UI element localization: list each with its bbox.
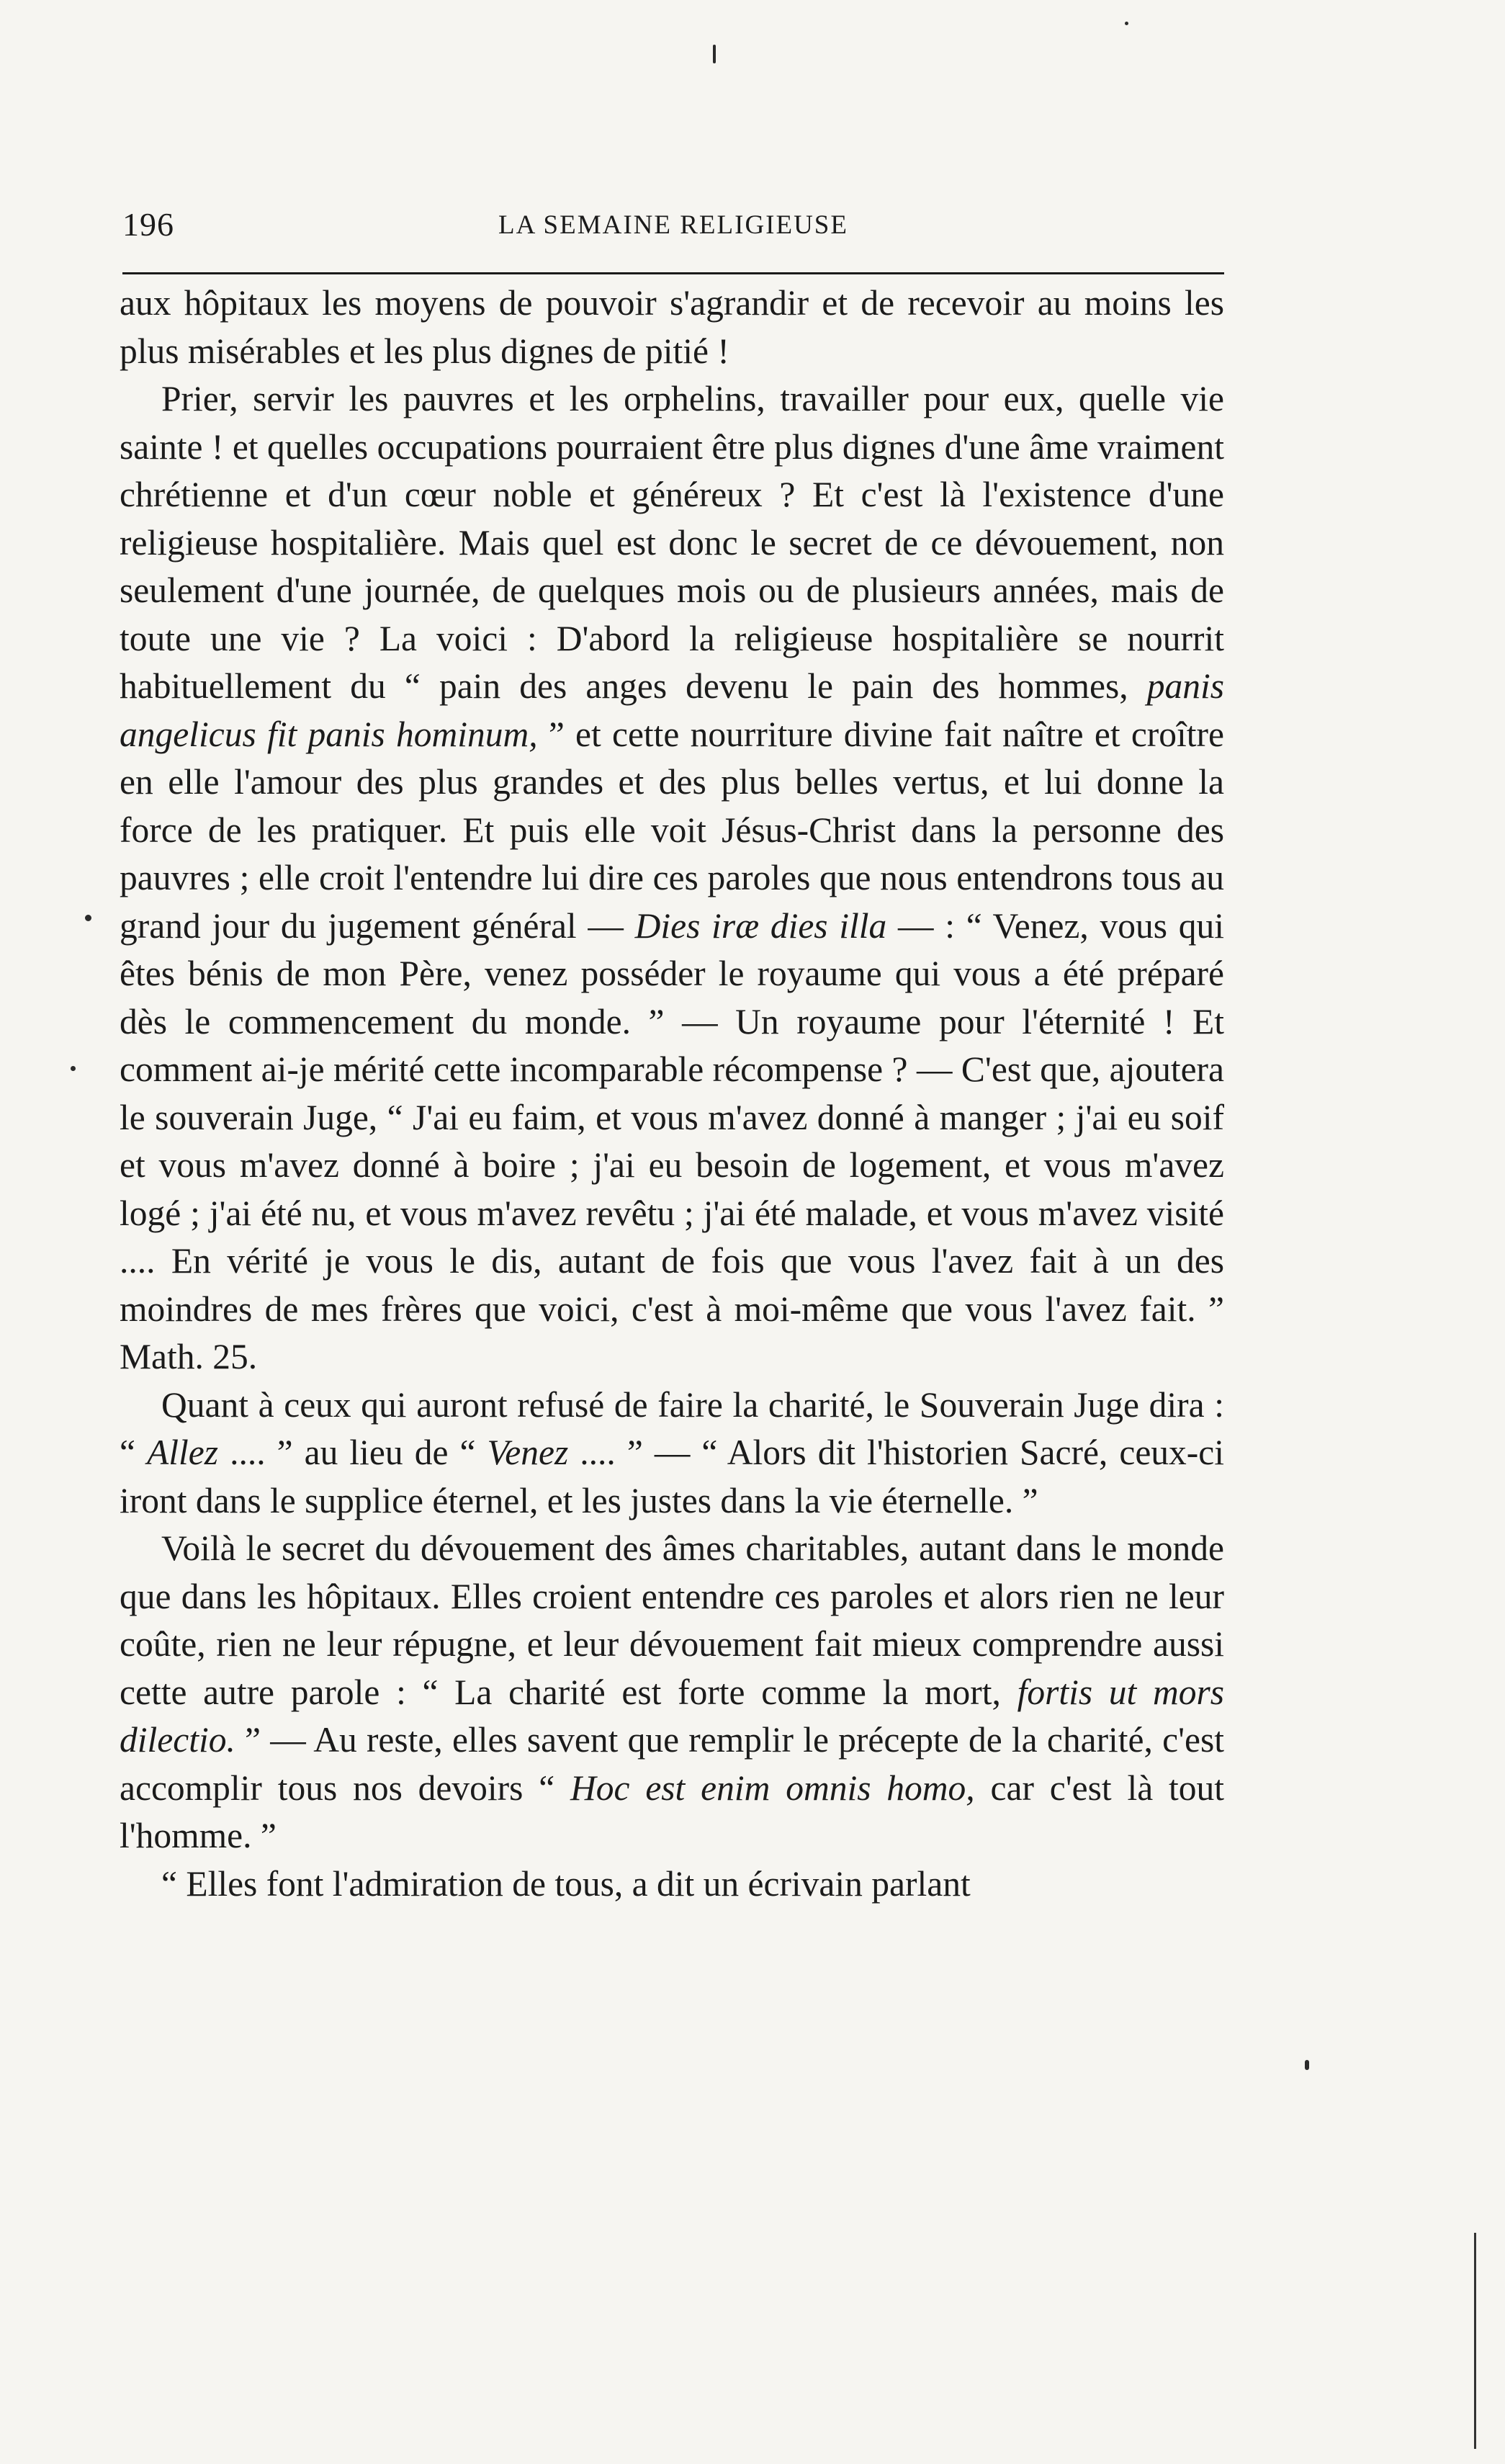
scan-speck (713, 45, 716, 63)
text-run: ” et cette nourriture divine fait naître et croître en elle l'amour des plus grandes et des plus belles vertus, et lui donne la force de les pratiquer. Et puis elle voit Jésus-Christ dans la personne des pauvres ; elle croit l'entendre lui dire ces paroles que nous entendrons tous au grand jour du jugement général — (120, 714, 1225, 946)
latin-quote: Hoc est enim omnis homo, (570, 1768, 975, 1808)
paragraph (120, 375, 1224, 1381)
latin-quote: Dies iræ dies illa (634, 905, 887, 946)
scan-speck (85, 915, 91, 921)
text-run: aux hôpitaux les moyens de pouvoir s'agrandir et de recevoir au moins les plus misérables et les plus dignes de pitié ! (120, 283, 1224, 371)
text-run: car c'est là tout l'homme. ” (120, 1768, 1225, 1855)
paragraph (120, 1860, 1224, 1909)
running-title: LA SEMAINE RELIGIEUSE (498, 210, 848, 240)
latin-quote: Allez (147, 1433, 219, 1472)
text-run: .... ” au lieu de “ (218, 1433, 488, 1472)
text-run: ” — Au reste, elles savent que remplir le précepte de la charité, c'est accomplir tous nos devoirs “ (120, 1720, 1224, 1808)
paragraph (120, 1525, 1224, 1860)
page-number: 196 (122, 206, 174, 243)
header-rule (122, 272, 1224, 274)
text-run: .... ” — “ Alors dit l'historien Sacré, ceux-ci iront dans le supplice éternel, et les justes dans la vie éternelle. ” (120, 1433, 1224, 1520)
latin-quote: Venez (487, 1433, 569, 1472)
text-run: Voilà le secret du dévouement des âmes charitables, autant dans le monde que dans les hôpitaux. Elles croient entendre ces paroles et alors rien ne leur coûte, rien ne leur répugne, et leur dévouement fait mieux comprendre aussi cette autre parole : “ La charité est forte comme la mort, (120, 1528, 1224, 1712)
article-body (120, 279, 1224, 1908)
text-run: “ Elles font l'admiration de tous, a dit un écrivain parlant (161, 1863, 971, 1904)
paragraph (120, 279, 1224, 375)
latin-quote: fortis ut mors dilectio. (120, 1672, 1224, 1760)
paragraph (120, 1381, 1224, 1526)
text-run: Quant à ceux qui auront refusé de faire la charité, le Souverain Juge dira : “ (120, 1384, 1224, 1472)
scan-speck (1125, 22, 1128, 25)
page-header (122, 203, 1224, 261)
text-run: Prier, servir les pauvres et les orphelins, travailler pour eux, quelle vie sainte ! et quelles occupations pourraient être plus dignes d'une âme vraiment chrétienne et d'un cœur noble et généreux ? Et c'est là l'existence d'une religieuse hospitalière. Mais quel est donc le secret de ce dévouement, non seulement d'une journée, de quelques mois ou de plusieurs années, mais de toute une vie ? La voici : D'abord la religieuse hospitalière se nourrit habituellement du “ pain des anges devenu le pain des hommes, (120, 379, 1224, 706)
scan-edge-line (1474, 2233, 1476, 2449)
latin-quote: panis angelicus fit panis hominum, (120, 666, 1224, 754)
text-run: — : “ Venez, vous qui êtes bénis de mon Père, venez posséder le royaume qui vous a été préparé dès le commencement du monde. ” — Un royaume pour l'éternité ! Et comment ai-je mérité cette incomparable récompense ? — C'est que, ajoutera le souverain Juge, “ J'ai eu faim, et vous m'avez donné à manger ; j'ai eu soif et vous m'avez donné à boire ; j'ai eu besoin de logement, et vous m'avez logé ; j'ai été nu, et vous m'avez revêtu ; j'ai été malade, et vous m'avez visité .... En vérité je vous le dis, autant de fois que vous l'avez fait à un des moindres de mes frères que voici, c'est à moi-même que vous l'avez fait. ” Math. 25. (120, 905, 1224, 1376)
scan-speck (1305, 2060, 1309, 2070)
scan-speck (71, 1066, 76, 1071)
